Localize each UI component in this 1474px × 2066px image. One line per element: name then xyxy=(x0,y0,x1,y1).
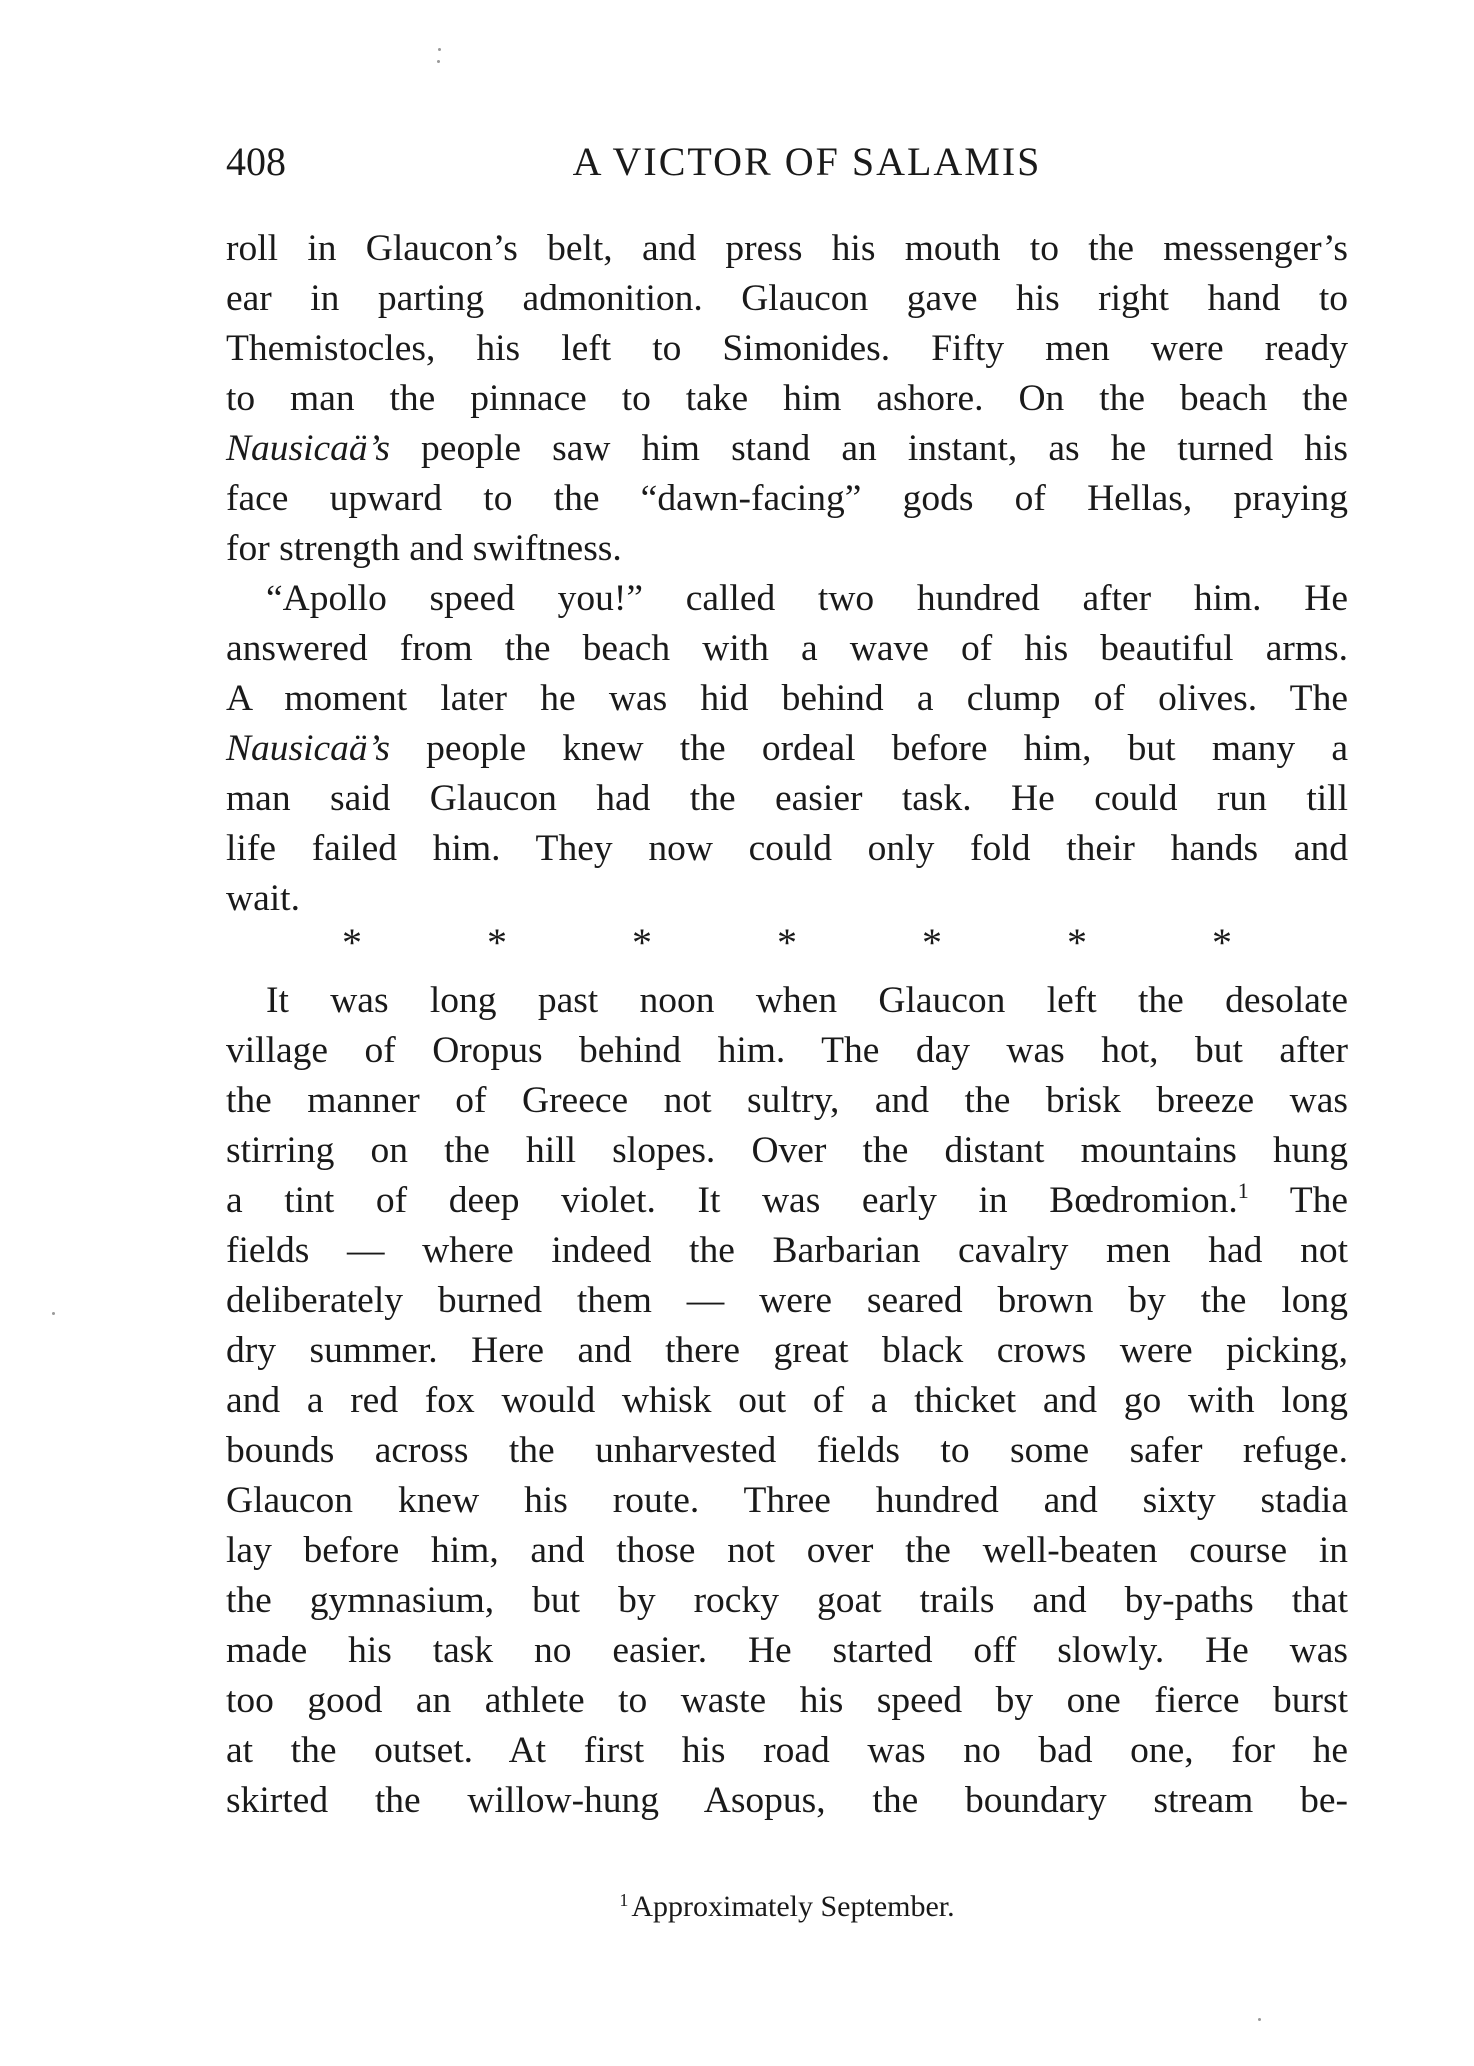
text-line: and a red fox would whisk out of a thicket and go with long xyxy=(226,1380,1348,1421)
paragraph xyxy=(226,976,1348,1826)
text-line: face upward to the “dawn-facing” gods of Hellas, praying xyxy=(226,478,1348,519)
text-line: fields — where indeed the Barbarian cavalry men had not xyxy=(226,1230,1348,1271)
footnote-reference[interactable]: 1 xyxy=(1237,1178,1249,1203)
scan-speck xyxy=(52,1312,55,1315)
scan-speck xyxy=(1258,2018,1261,2021)
text-run: people saw him stand an instant, as he turned his xyxy=(389,428,1348,469)
text-line: skirted the willow-hung Asopus, the boundary stream be- xyxy=(226,1780,1348,1821)
text-line: stirring on the hill slopes. Over the distant mountains hung xyxy=(226,1130,1348,1171)
text-line: It was long past noon when Glaucon left the desolate xyxy=(266,980,1348,1021)
body-text xyxy=(226,224,1348,1826)
text-line: the manner of Greece not sultry, and the brisk breeze was xyxy=(226,1080,1348,1121)
asterisk: * xyxy=(342,920,362,965)
text-line: dry summer. Here and there great black crows were picking, xyxy=(226,1330,1348,1371)
asterisk: * xyxy=(632,920,652,965)
text-run: The xyxy=(1248,1180,1348,1221)
text-line: life failed him. They now could only fold their hands and xyxy=(226,828,1348,869)
running-head xyxy=(226,132,1348,192)
footnote xyxy=(226,1880,1348,1927)
text-line: Themistocles, his left to Simonides. Fifty men were ready xyxy=(226,328,1348,369)
asterisk: * xyxy=(1067,920,1087,965)
footnote-text: Approximately September. xyxy=(631,1890,955,1923)
text-line: too good an athlete to waste his speed by one fierce burst xyxy=(226,1680,1348,1721)
asterisk: * xyxy=(777,920,797,965)
text-run: people knew the ordeal before him, but many a xyxy=(389,728,1348,769)
text-line: deliberately burned them — were seared brown by the long xyxy=(226,1280,1348,1321)
paragraph xyxy=(226,574,1348,924)
text-line: at the outset. At first his road was no bad one, for he xyxy=(226,1730,1348,1771)
text-run: a tint of deep violet. It was early in Bœdromion. xyxy=(226,1180,1238,1221)
scan-speck xyxy=(437,60,440,63)
text-line: Glaucon knew his route. Three hundred and sixty stadia xyxy=(226,1480,1348,1521)
text-line: lay before him, and those not over the well-beaten course in xyxy=(226,1530,1348,1571)
text-line: made his task no easier. He started off slowly. He was xyxy=(226,1630,1348,1671)
text-line: answered from the beach with a wave of his beautiful arms. xyxy=(226,628,1348,669)
scan-speck xyxy=(438,48,441,51)
text-line xyxy=(226,724,1348,774)
asterisk: * xyxy=(1212,920,1232,965)
text-line: A moment later he was hid behind a clump of olives. The xyxy=(226,678,1348,719)
paragraph xyxy=(226,224,1348,574)
text-line: to man the pinnace to take him ashore. On the beach the xyxy=(226,378,1348,419)
text-line: the gymnasium, but by rocky goat trails and by-paths that xyxy=(226,1580,1348,1621)
text-line xyxy=(226,1176,1348,1226)
page-number: 408 xyxy=(226,139,286,184)
text-line: man said Glaucon had the easier task. He could run till xyxy=(226,778,1348,819)
ship-name: Nausicaä’s xyxy=(226,428,390,469)
text-line: “Apollo speed you!” called two hundred after him. He xyxy=(266,578,1348,619)
asterisk: * xyxy=(922,920,942,965)
footnote-mark: 1 xyxy=(619,1890,629,1910)
text-line: roll in Glaucon’s belt, and press his mouth to the messenger’s xyxy=(226,228,1348,269)
text-line xyxy=(226,424,1348,474)
text-line: for strength and swiftness. xyxy=(226,528,622,569)
asterisk: * xyxy=(487,920,507,965)
running-title: A VICTOR OF SALAMIS xyxy=(572,139,1042,184)
text-line: village of Oropus behind him. The day was hot, but after xyxy=(226,1030,1348,1071)
text-line: wait. xyxy=(226,878,300,919)
text-line: bounds across the unharvested fields to some safer refuge. xyxy=(226,1430,1348,1471)
text-line: ear in parting admonition. Glaucon gave his right hand to xyxy=(226,278,1348,319)
ship-name: Nausicaä’s xyxy=(226,728,390,769)
section-break xyxy=(226,920,1348,966)
